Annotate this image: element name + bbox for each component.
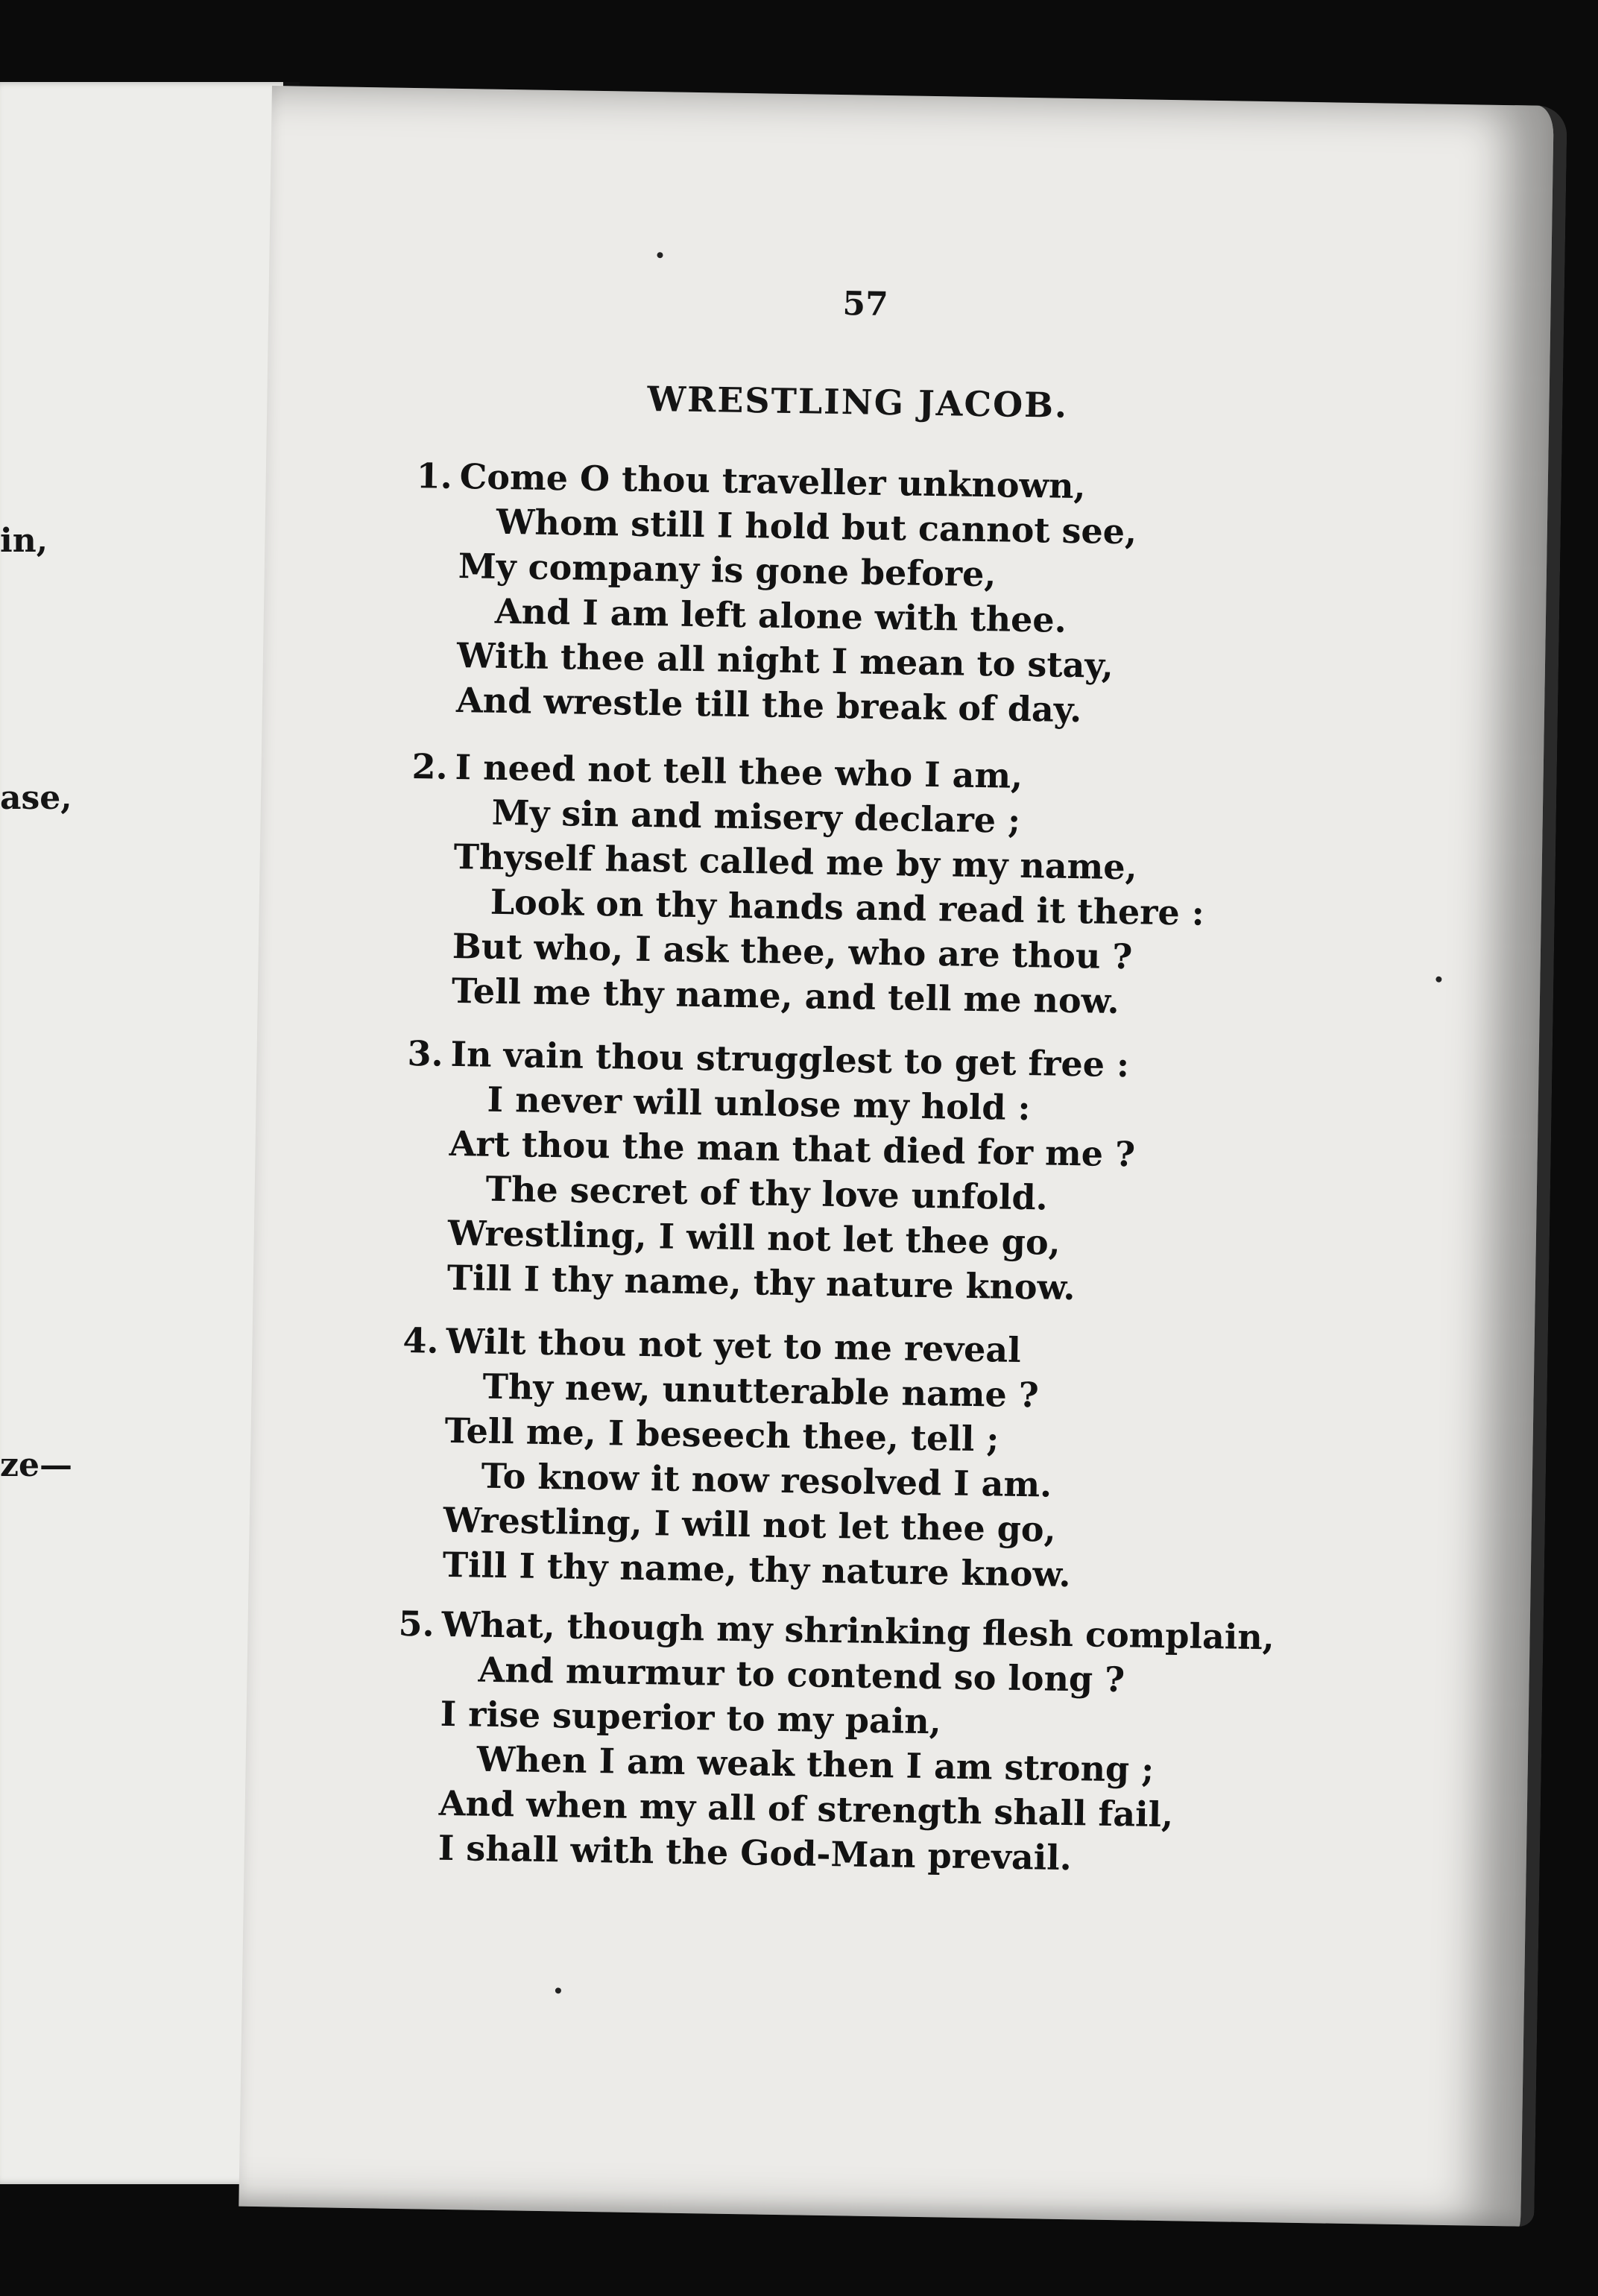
left-page-fragment: in, — [0, 522, 48, 560]
verse-line: With thee all night I mean to stay, — [456, 634, 1114, 686]
verse-line: The secret of thy love unfold. — [485, 1168, 1049, 1218]
verse-line: Wrestling, I will not let thee go, — [443, 1499, 1057, 1550]
verse-line: And wrestle till the break of day. — [455, 679, 1082, 731]
verse-number: 2. — [411, 746, 449, 787]
print-speck — [555, 1987, 561, 1993]
verse-line: Wilt thou not yet to me reveal — [446, 1320, 1022, 1370]
verse-3 — [387, 1031, 1359, 1314]
verse-line: Thyself hast called me by my name, — [453, 836, 1138, 888]
verse-4 — [382, 1318, 1355, 1601]
verse-line: I need not tell thee who I am, — [455, 746, 1023, 796]
verse-line: What, though my shrinking flesh complain, — [441, 1603, 1275, 1658]
verse-number: 4. — [402, 1319, 440, 1361]
verse-line: I never will unlose my hold : — [487, 1079, 1031, 1129]
verse-line: Look on thy hands and read it there : — [490, 881, 1205, 933]
verse-number: 1. — [416, 455, 453, 496]
verse-line: And murmur to contend so long ? — [478, 1649, 1125, 1700]
left-page-fragment: ase, — [0, 779, 72, 817]
verse-number: 3. — [407, 1033, 444, 1074]
verse-line: Tell me, I beseech thee, tell ; — [444, 1410, 999, 1460]
verse-line: Wrestling, I will not let thee go, — [447, 1212, 1061, 1263]
verse-1 — [397, 453, 1369, 737]
verse-line: Art thou the man that died for me ? — [449, 1123, 1136, 1175]
verse-line: When I am weak then I am strong ; — [476, 1738, 1155, 1790]
page-number: 57 — [842, 285, 889, 324]
verse-line: Till I thy name, thy nature know. — [446, 1257, 1076, 1308]
verse-line: Whom still I hold but cannot see, — [496, 501, 1137, 552]
verse-line: I rise superior to my pain, — [440, 1693, 942, 1742]
book-page — [239, 86, 1567, 2227]
verse-line: And I am left alone with thee. — [494, 590, 1067, 640]
verse-line: Tell me thy name, and tell me now. — [451, 970, 1120, 1022]
print-speck — [657, 252, 663, 258]
verse-line: Thy new, unutterable name ? — [482, 1366, 1040, 1416]
left-page-fragment: ze— — [0, 1446, 72, 1484]
verse-number: 5. — [398, 1603, 435, 1644]
verse-line: And when my all of strength shall fail, — [438, 1782, 1174, 1835]
print-speck — [1436, 977, 1441, 983]
verse-line: I shall with the God-Man prevail. — [438, 1827, 1073, 1879]
verse-5 — [378, 1601, 1351, 1885]
verse-line: Come O thou traveller unknown, — [459, 456, 1086, 507]
verse-line: Till I thy name, thy nature know. — [442, 1544, 1071, 1595]
verse-2 — [392, 744, 1365, 1027]
verse-line: To know it now resolved I am. — [481, 1455, 1052, 1505]
verse-line: In vain thou strugglest to get free : — [450, 1033, 1130, 1085]
verse-line: But who, I ask thee, who are thou ? — [452, 925, 1133, 977]
hymn-title: WRESTLING JACOB. — [647, 378, 1069, 426]
verse-line: My sin and misery declare ; — [491, 792, 1021, 841]
verse-line: My company is gone before, — [458, 546, 997, 595]
